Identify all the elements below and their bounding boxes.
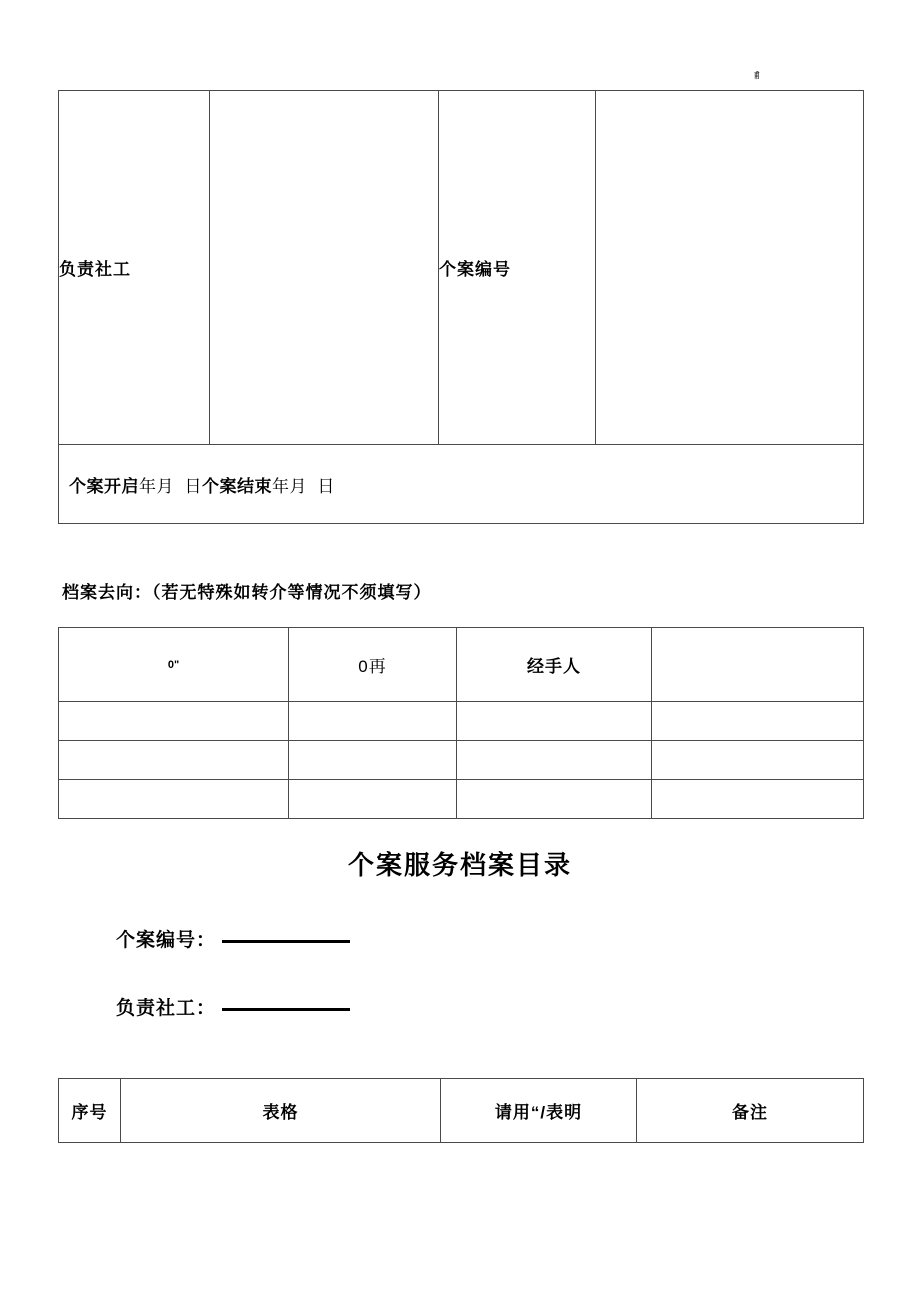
directory-header-index: 序号 bbox=[59, 1079, 121, 1143]
case-no-label-cell: 个案编号 bbox=[439, 91, 596, 445]
social-worker-field bbox=[116, 993, 350, 1020]
page-title: 个案服务档案目录 bbox=[347, 850, 572, 880]
stray-mark-glyph: 甫 bbox=[754, 71, 759, 80]
archive-cell[interactable] bbox=[59, 702, 289, 741]
social-worker-input[interactable] bbox=[222, 1008, 350, 1011]
archive-cell[interactable] bbox=[457, 702, 652, 741]
table-row bbox=[59, 702, 864, 741]
case-close-label: 个案结束 bbox=[201, 476, 272, 496]
table-header-row bbox=[59, 628, 864, 702]
archive-cell[interactable] bbox=[457, 741, 652, 780]
case-number-input[interactable] bbox=[222, 940, 350, 943]
archive-destination-table bbox=[58, 627, 864, 819]
archive-header-3 bbox=[652, 628, 864, 702]
case-open-label: 个案开启 bbox=[69, 476, 139, 496]
archive-header-1: 0再 bbox=[289, 628, 457, 702]
archive-cell[interactable] bbox=[289, 702, 457, 741]
worker-value-cell[interactable] bbox=[210, 91, 439, 445]
directory-header-form: 表格 bbox=[121, 1079, 441, 1143]
archive-cell[interactable] bbox=[652, 780, 864, 819]
dates-cell[interactable] bbox=[59, 445, 864, 524]
table-row bbox=[59, 445, 864, 524]
table-row bbox=[59, 91, 864, 445]
archive-destination-caption: 档案去向：（若无特殊如转介等情况不须填写） bbox=[62, 583, 432, 602]
dates-line bbox=[59, 472, 863, 497]
archive-cell[interactable] bbox=[59, 780, 289, 819]
archive-cell[interactable] bbox=[289, 780, 457, 819]
identity-table bbox=[58, 90, 864, 524]
case-no-value-cell[interactable] bbox=[596, 91, 864, 445]
archive-cell[interactable] bbox=[652, 702, 864, 741]
archive-header-0: 0" bbox=[59, 628, 289, 702]
archive-cell[interactable] bbox=[652, 741, 864, 780]
social-worker-label: 负责社工： bbox=[116, 998, 217, 1019]
archive-cell[interactable] bbox=[457, 780, 652, 819]
table-row bbox=[59, 780, 864, 819]
table-header-row bbox=[59, 1079, 864, 1143]
archive-cell[interactable] bbox=[289, 741, 457, 780]
directory-header-mark: 请用“/表明 bbox=[441, 1079, 637, 1143]
case-open-suffix: 年月 日 bbox=[139, 476, 202, 496]
table-row bbox=[59, 741, 864, 780]
archive-header-2: 经手人 bbox=[457, 628, 652, 702]
directory-header-remark: 备注 bbox=[637, 1079, 864, 1143]
case-number-label: 个案编号： bbox=[116, 930, 217, 951]
worker-label-cell: 负责社工 bbox=[59, 91, 210, 445]
case-close-suffix: 年月 日 bbox=[271, 476, 335, 496]
case-number-field bbox=[116, 925, 350, 952]
directory-table bbox=[58, 1078, 864, 1143]
archive-cell[interactable] bbox=[59, 741, 289, 780]
